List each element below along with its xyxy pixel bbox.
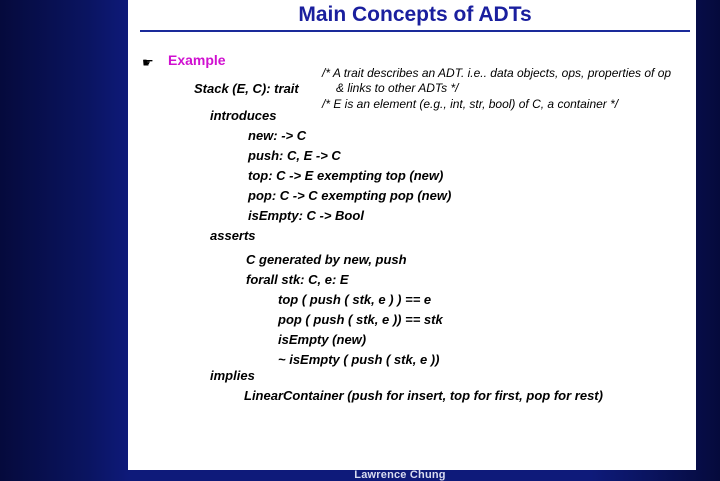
example-label: Example [168, 52, 226, 68]
comment-line-2: & links to other ADTs */ [336, 81, 459, 95]
op-line: pop: C -> C exempting pop (new) [248, 188, 452, 203]
implies-keyword: implies [210, 368, 255, 383]
introduces-keyword: introduces [210, 108, 277, 123]
op-line: push: C, E -> C [248, 148, 341, 163]
op-line: new: -> C [248, 128, 307, 143]
op-line: isEmpty: C -> Bool [248, 208, 364, 223]
axiom-line: isEmpty (new) [278, 332, 367, 347]
axiom-line: pop ( push ( stk, e )) == stk [278, 312, 443, 327]
op-line: top: C -> E exempting top (new) [248, 168, 444, 183]
asserts-keyword: asserts [210, 228, 256, 243]
footer-author: Lawrence Chung [354, 469, 446, 481]
slide-title: Main Concepts of ADTs [298, 3, 532, 26]
assert-line: C generated by new, push [246, 252, 407, 267]
pointing-hand-icon: ☛ [142, 55, 154, 70]
axiom-line: top ( push ( stk, e ) ) == e [278, 292, 432, 307]
axiom-line: ~ isEmpty ( push ( stk, e )) [278, 352, 440, 367]
trait-declaration: Stack (E, C): trait [194, 81, 299, 96]
implies-line: LinearContainer (push for insert, top for first, pop for rest) [244, 388, 603, 403]
assert-line: forall stk: C, e: E [246, 272, 349, 287]
slide [128, 0, 696, 470]
comment-line-1: /* A trait describes an ADT. i.e.. data objects, ops, properties of op [322, 66, 672, 80]
title-bar [140, 0, 690, 32]
comment-line-3: /* E is an element (e.g., int, str, bool) of C, a container */ [322, 97, 619, 111]
